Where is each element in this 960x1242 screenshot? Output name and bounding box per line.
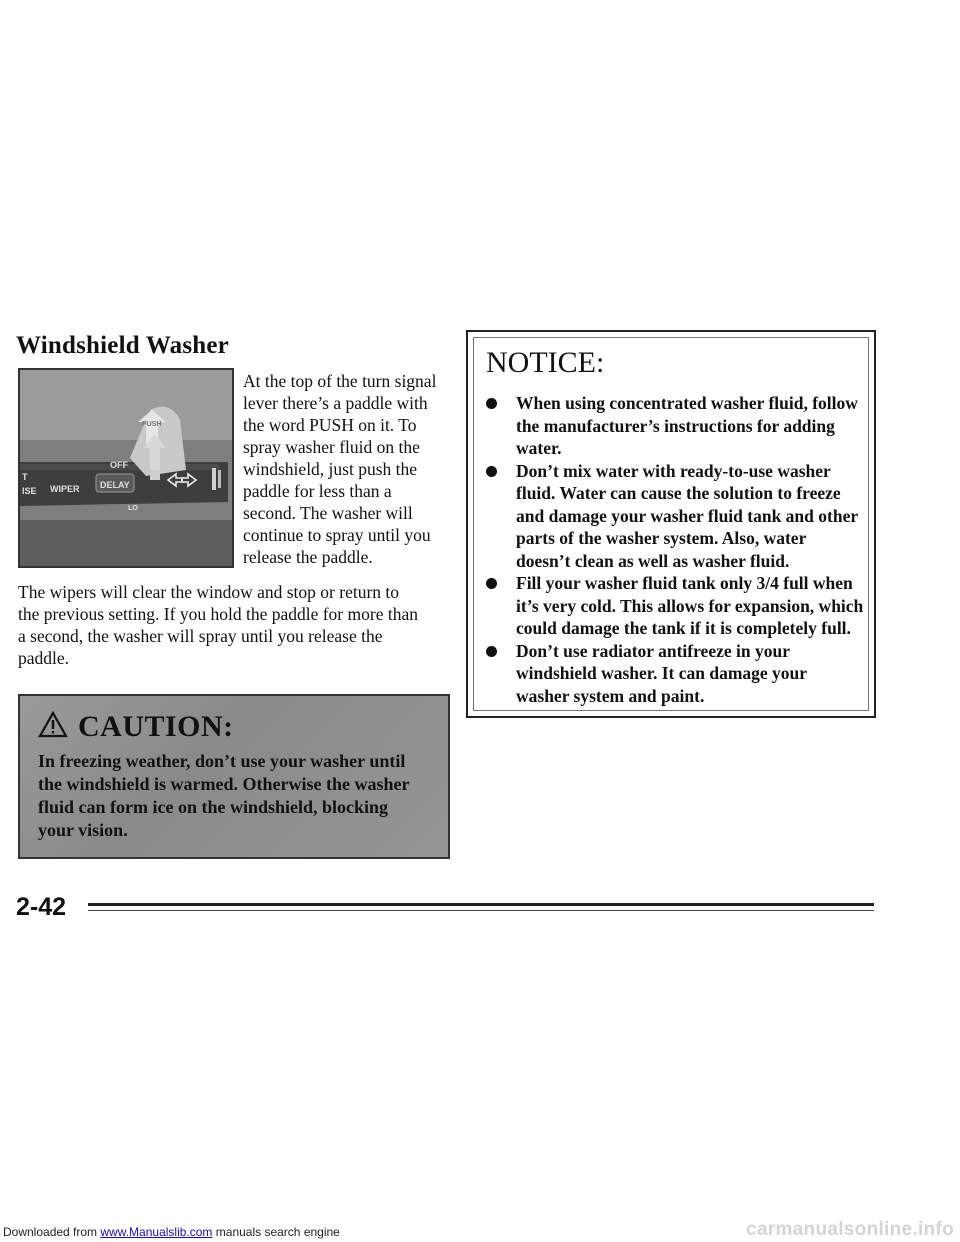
notice-item-text: Don’t use radiator antifreeze in your windshield washer. It can damage your washer system and paint. [516,640,807,706]
notice-title: NOTICE: [486,346,605,379]
bullet-icon [486,646,497,657]
footer-rule [88,903,874,906]
footer-rule-thin [88,910,874,911]
section-title: Windshield Washer [16,332,229,359]
download-footer [3,1225,340,1239]
caution-title: CAUTION: [78,710,234,743]
watermark: carmanualsonline.info [746,1219,954,1240]
caution-text: In freezing weather, don’t use your washer until the windshield is warmed. Otherwise the washer fluid can form ice on the windshield, blocking your vision. [38,751,410,840]
notice-item [484,640,864,708]
page-number: 2-42 [16,893,67,921]
warning-triangle-icon [38,711,68,743]
notice-item [484,460,864,573]
body-paragraph: The wipers will clear the window and stop or return to the previous setting. If you hold the paddle for more than a second, the washer will spray until you release the paddle. [18,582,418,668]
bullet-icon [486,398,497,409]
bullet-icon [486,578,497,589]
label-off: OFF [110,460,128,470]
turn-signal-lever-photo [18,368,234,568]
label-t: T [22,472,28,482]
notice-item [484,572,864,640]
label-wiper: WIPER [50,484,80,494]
side-paragraph: At the top of the turn signal lever there’s a paddle with the word PUSH on it. To spray washer fluid on the windshield, just push the paddle for less than a second. The washer will continue to spray until you release the paddle. [243,371,437,567]
footer-suffix: manuals search engine [212,1225,340,1239]
notice-item-text: Fill your washer fluid tank only 3/4 full when it’s very cold. This allows for expansion, which could damage the tank if it is completely full. [516,573,864,638]
caution-box [18,694,450,859]
bullet-icon [486,466,497,477]
notice-box [466,330,876,718]
label-ise: ISE [22,486,37,496]
footer-prefix: Downloaded from [3,1225,101,1239]
label-push: PUSH [142,421,162,428]
label-delay: DELAY [100,480,130,490]
notice-item-text: Don’t mix water with ready-to-use washer fluid. Water can cause the solution to freeze and damage your washer fluid tank and other parts of the washer system. Also, water doesn’t clean as well as washer fluid. [516,460,858,571]
manualslib-link[interactable]: www.Manualslib.com [100,1225,213,1239]
notice-item-text: When using concentrated washer fluid, follow the manufacturer’s instructions for adding water. [516,393,858,458]
notice-item [484,392,864,460]
label-lo: LO [128,505,138,512]
notice-list [484,392,864,707]
